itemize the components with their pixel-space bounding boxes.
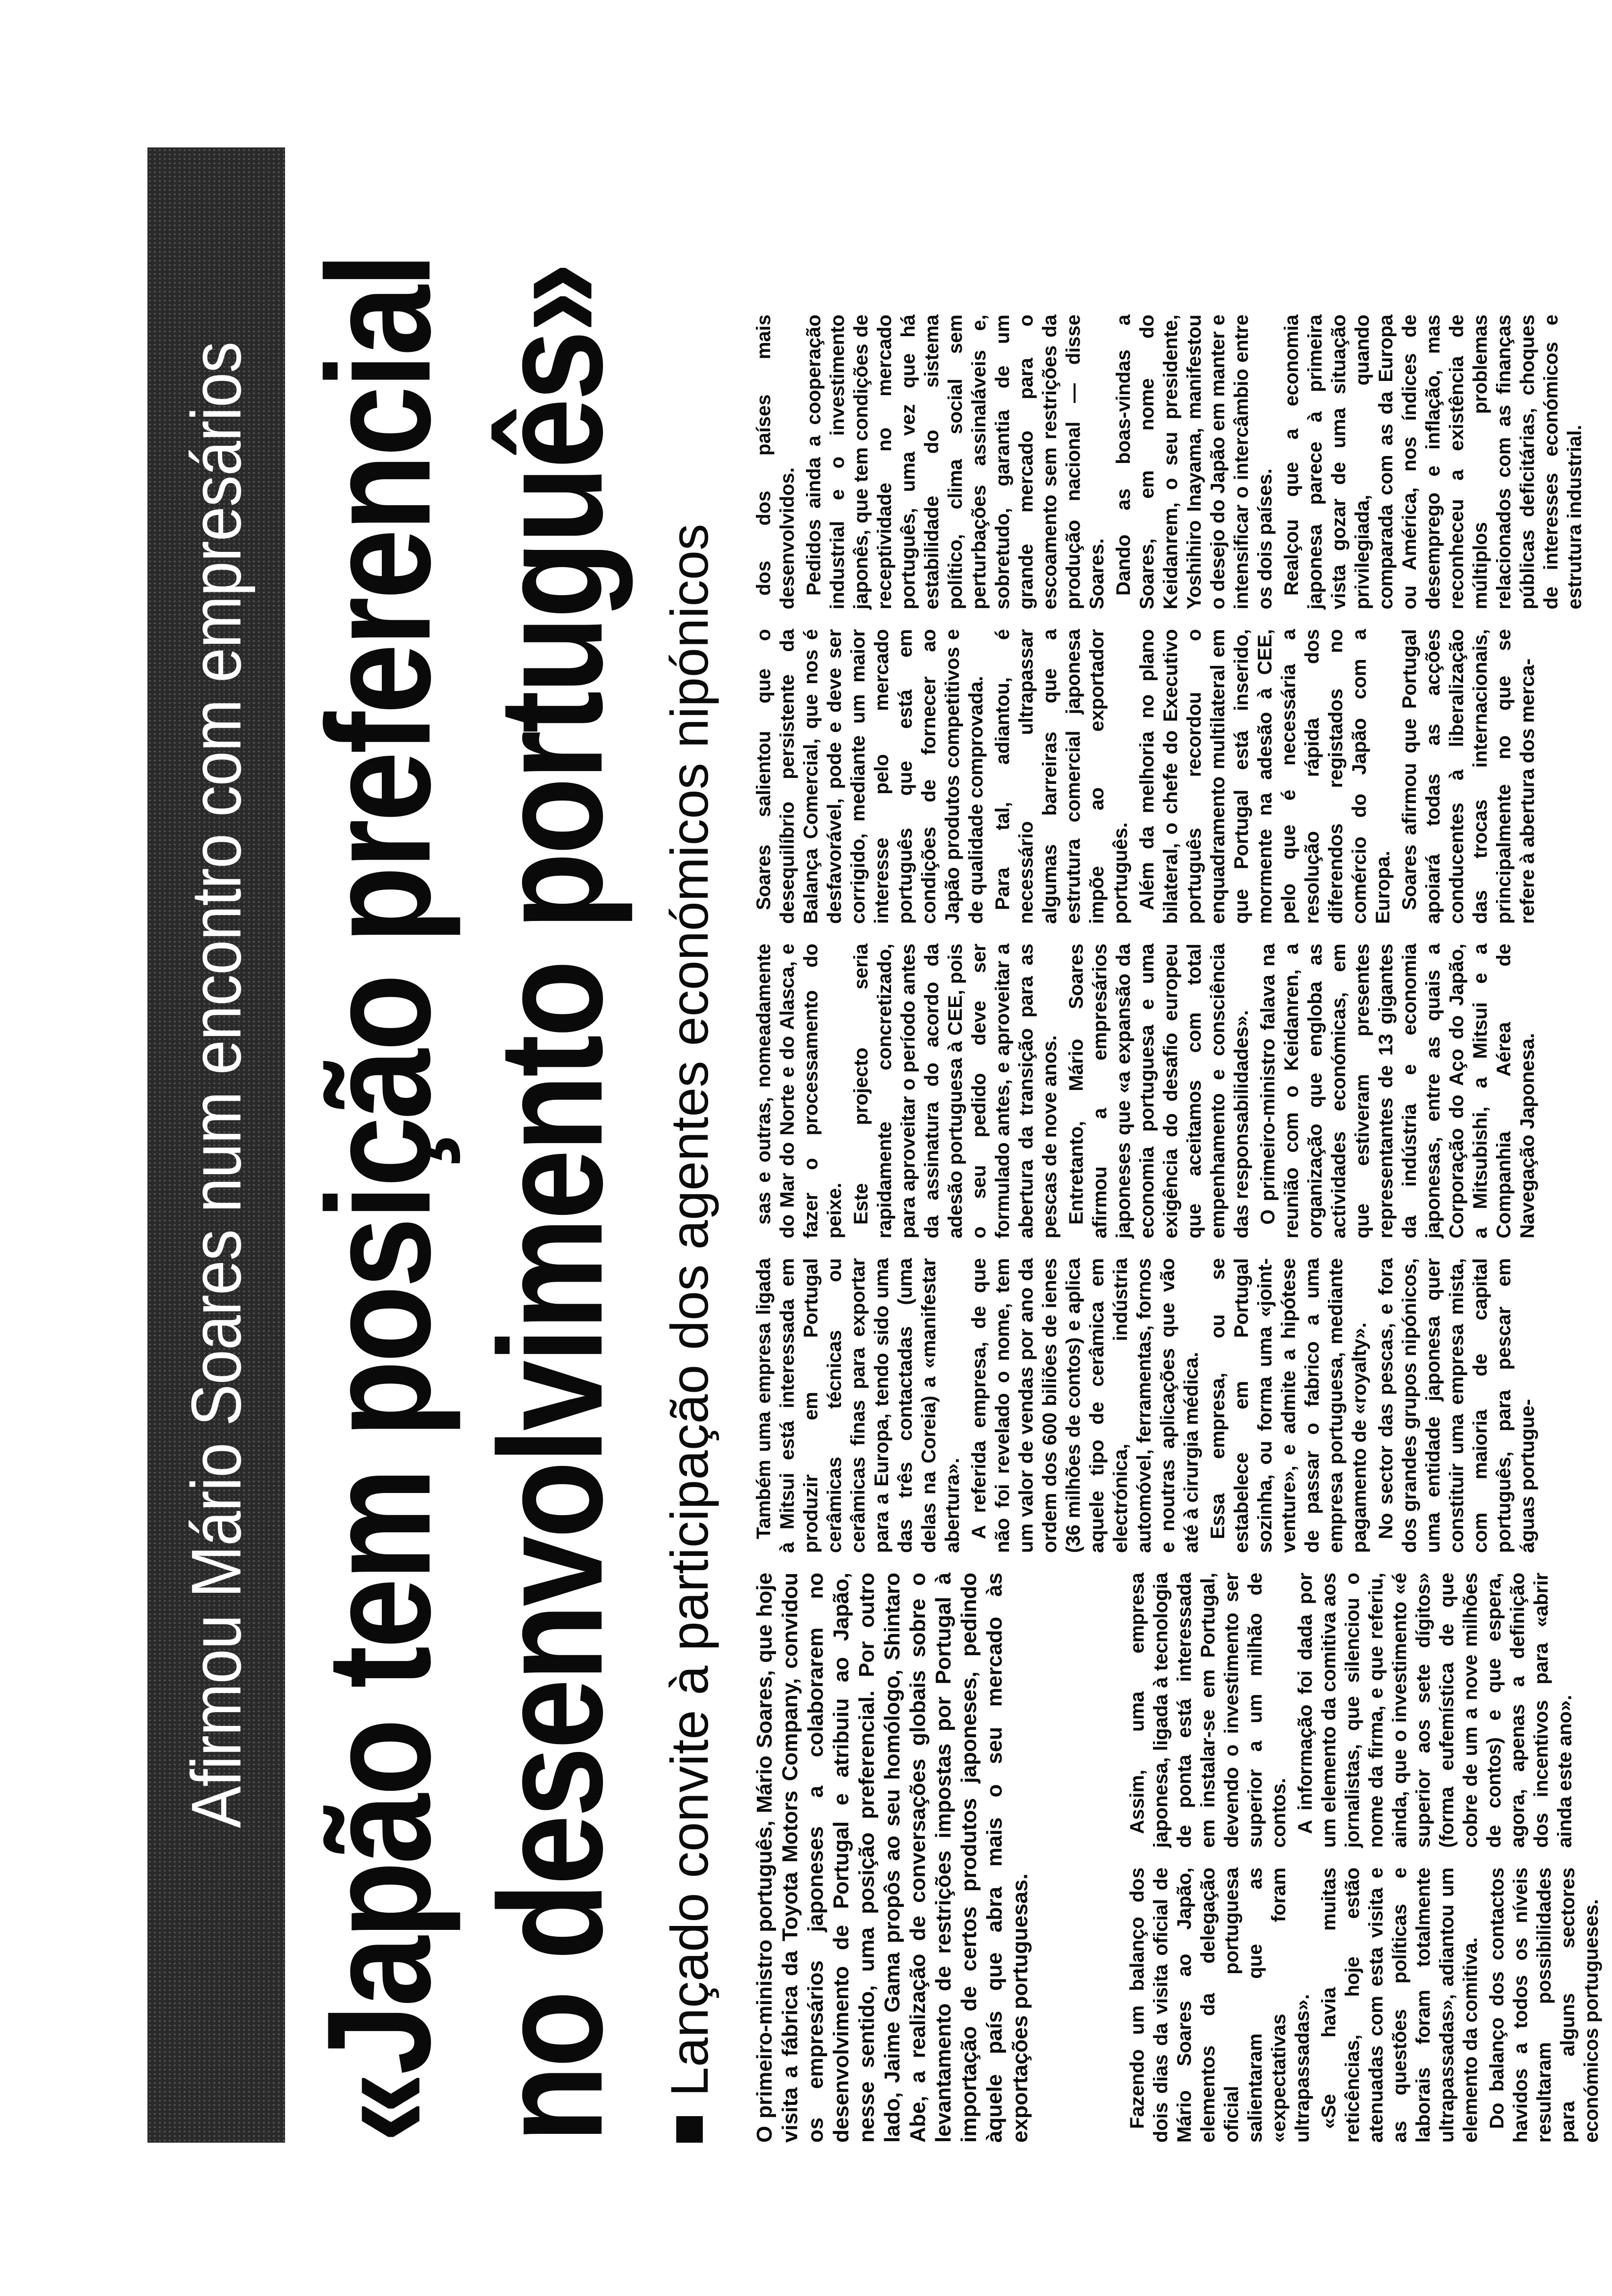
bullet-square-icon bbox=[676, 2116, 703, 2143]
paragraph: Do balanço dos contactos havidos a todos os níveis resultaram possibilidades para alguns sectores económicos portugueses. bbox=[1486, 1867, 1602, 2143]
headline-line-1: «Japão tem posição preferencial bbox=[296, 255, 461, 2143]
subheadline bbox=[659, 147, 720, 2143]
paragraph: Este projecto seria rapidamente concretizado, para aproveitar o período antes da assinatura do acordo da adesão portuguesa à CEE, pois o seu pedido deve ser formulado antes, e aproveitar a abertura da transição para as pescas de nove anos. bbox=[850, 944, 1061, 1238]
subheadline-text: Lançado convite à participação dos agentes económicos nipónicos bbox=[660, 523, 719, 2096]
paragraph: Soares afirmou que Portugal apoiará todas as acções conducentes à liberalização das trocas internacionais, principalmente no que se refere à abertura dos merca- bbox=[1399, 629, 1538, 924]
paragraph: A referida empresa, de que não foi revelado o nome, tem um valor de vendas por ano da ordem dos 600 biliões de ienes (36 milhões de contos) e aplica aquele tipo de cerâmica em electrónica, indústria automóvel, ferramentas, fornos e noutras aplicações que vão até à cirurgia médica. bbox=[968, 1258, 1202, 1553]
paragraph: Para tal, adiantou, é necessário ultrapassar algumas barreiras que a estrutura comercial japonesa impõe ao exportador português. bbox=[992, 629, 1131, 924]
headline-line-2: no desenvolvimento português» bbox=[468, 264, 633, 2143]
paragraph: No sector das pescas, e fora dos grandes grupos nipónicos, uma entidade japonesa quer constituir uma empresa mista, com maioria de capital português, para pescar em águas portugue- bbox=[1375, 1258, 1538, 1553]
paragraph: Entretanto, Mário Soares afirmou a empresários japoneses que «a expansão da economia portuguesa e uma exigência do desafio europeu que aceitamos com total empenhamento e consciência das responsabilidades». bbox=[1065, 944, 1252, 1238]
kicker-text: Afirmou Mário Soares num encontro com empresários bbox=[176, 342, 256, 1828]
article-column-1 bbox=[1125, 1867, 1606, 2143]
paragraph: Também uma empresa ligada à Mitsui está interessada em produzir em Portugal cerâmicas técnicas ou cerâmicas finas para exportar para a Europa, tendo sido uma das três contactadas (uma delas na Coreia) a «manifestar abertura». bbox=[753, 1258, 963, 1553]
paragraph: Essa empresa, ou se estabelece em Portugal sozinha, ou forma uma «joint-venture», e admite a hipótese de passar o fabrico a uma empresa portuguesa, mediante pagamento de «royalty». bbox=[1207, 1258, 1370, 1553]
article-column-3 bbox=[752, 1258, 1542, 1553]
article-column-4 bbox=[752, 944, 1542, 1238]
paragraph: Fazendo um balanço dos dois dias da visita oficial de Mário Soares ao Japão, elementos da delegação oficial portuguesa salientaram que as «expectativas foram ultrapassadas». bbox=[1126, 1867, 1313, 2143]
paragraph: O primeiro-ministro falava na reunião com o Keidanren, a organização que engloba as actividades económicas, em que estiveram presentes representantes de 13 gigantes da indústria e economia japonesas, entre as quais a Corporação do Aço do Japão, a Mitsubishi, a Mitsui e a Companhia Aérea de Navegação Japonesa. bbox=[1257, 944, 1538, 1238]
paragraph: Pedidos ainda a cooperação industrial e o investimento japonês, que tem condições de receptividade no mercado português, uma vez que há estabilidade do sistema político, clima social sem perturbações assinaláveis e, sobretudo, garantia de um grande mercado para o escoamento sem restrições da produção nacional — disse Soares. bbox=[803, 315, 1108, 609]
paragraph: Assim, uma empresa japonesa, ligada à tecnologia de ponta está interessada em instalar-se em Portugal, devendo o investimento ser superior a um milhão de contos. bbox=[1126, 1573, 1290, 1848]
article-body bbox=[752, 147, 1602, 2143]
paragraph: Além da melhoria no plano bilateral, o chefe do Executivo português recordou o enquadramento multilateral em que Portugal está inserido, mormente na adesão à CEE, pelo que é necessária a resolução rápida dos diferendos registados no comércio do Japão com a Europa. bbox=[1136, 629, 1394, 924]
newspaper-clipping bbox=[147, 147, 1602, 2143]
paragraph: Soares salientou que o desequilíbrio persistente da Balança Comercial, que nos é desfavorável, pode e deve ser corrigido, mediante um maior interesse pelo mercado português que está em condições de fornecer ao Japão produtos competitivos e de qualidade comprovada. bbox=[753, 629, 987, 924]
headline bbox=[295, 147, 634, 2143]
lead-text: O primeiro-ministro português, Mário Soares, que hoje visita a fábrica da Toyota Motors Company, convidou os empresários japoneses a colaborarem no desenvolvimento de Portugal e atribuiu ao Japão, nesse sentido, uma posição preferencial. Por outro lado, Jaime Gama propôs ao seu homólogo, Shintaro Abe, a realização de conversações globais sobre o levantamento de restrições impostas por Portugal à importação de certos produtos japoneses, pedindo àquele país que abra mais o seu mercado às exportações portuguesas. bbox=[752, 1573, 1032, 2143]
paragraph: «Se havia muitas reticências, hoje estão atenuadas com esta visita e as questões políticas e laborais foram totalmente ultrapassadas», adiantou um elemento da comitiva. bbox=[1318, 1867, 1481, 2143]
paragraph: dos dos países mais desenvolvidos. bbox=[753, 315, 798, 609]
paragraph: A informação foi dada por um elemento da comitiva aos jornalistas, que silenciou o nome da firma, e que referiu, ainda, que o investimento «é superior aos sete dígitos» (forma eufemística de que cobre de um a nove milhões de contos) e que espera, agora, apenas a definição dos incentivos para «abrir ainda este ano». bbox=[1295, 1573, 1576, 1848]
paragraph: Realçou que a economia japonesa parece à primeira vista gozar de uma situação privilegiada, quando comparada com as da Europa ou América, nos índices de desemprego e inflação, mas reconheceu a existência de múltiplos problemas relacionados com as finanças públicas deficitárias, choques de interesses económicos e estrutura industrial. bbox=[1281, 315, 1585, 609]
article-column-5 bbox=[752, 629, 1542, 924]
paragraph: sas e outras, nomeadamente do Mar do Norte e do Alasca, e fazer o processamento do peixe. bbox=[753, 944, 845, 1238]
kicker-banner bbox=[147, 147, 285, 2143]
article-column-2 bbox=[1125, 1573, 1580, 1848]
paragraph: Dando as boas-vindas a Soares, em nome do Keidanrem, o seu presidente, Yoshihiro Inayama, manifestou o desejo do Japão em manter e intensificar o intercâmbio entre os dois países. bbox=[1113, 315, 1276, 609]
article-column-6 bbox=[752, 315, 1589, 609]
lead-paragraph bbox=[752, 1573, 1033, 2143]
